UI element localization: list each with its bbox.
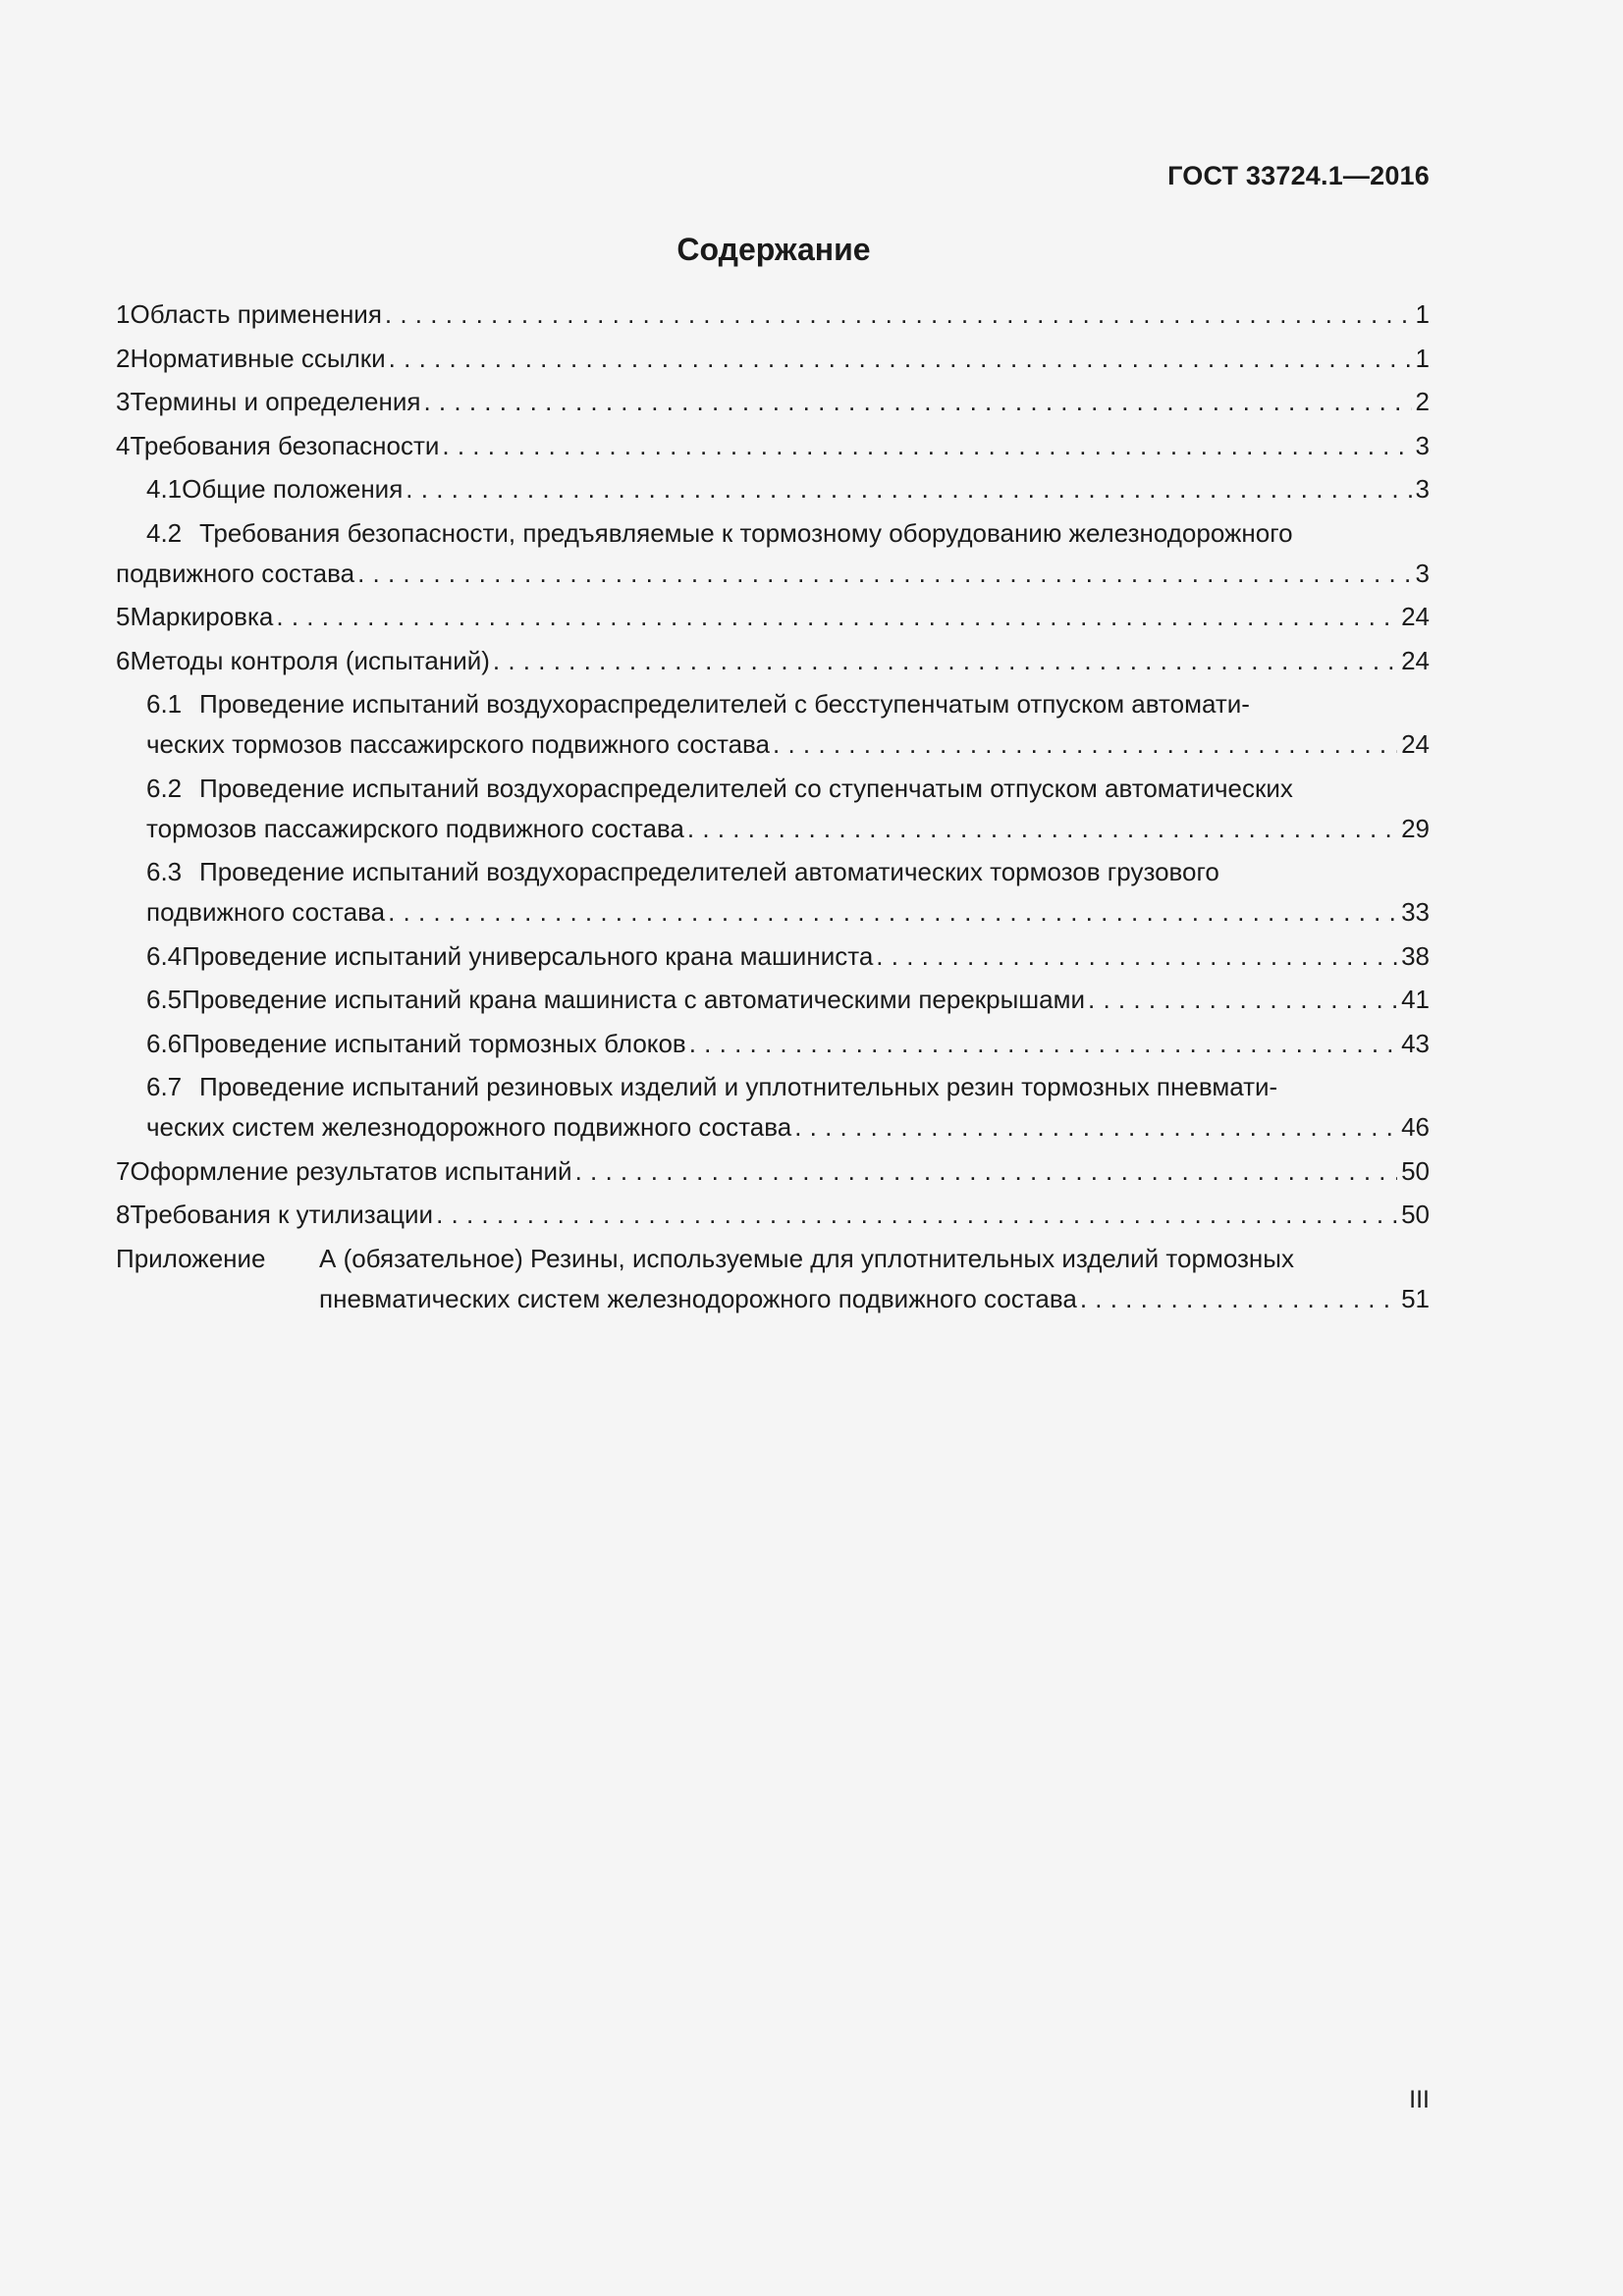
toc-entry-6-1[interactable] [116,684,1430,765]
toc-entry-6-7[interactable] [116,1067,1430,1148]
toc-entry-4[interactable] [116,426,1430,466]
toc-entry-title-line2: подвижного состава [116,558,355,588]
dot-leader [442,426,1411,466]
dot-leader [389,339,1412,379]
dot-leader [385,294,1412,335]
page-number: III [1409,2086,1430,2113]
toc-entry-number: 3 [116,387,131,416]
toc-entry-page: 50 [1401,1200,1430,1229]
toc-entry-number: 4.1 [146,474,183,504]
toc-entry-page: 1 [1415,299,1430,329]
toc-entry-page: 51 [1401,1283,1430,1313]
toc-entry-page: 2 [1415,387,1430,416]
toc-entry-page: 3 [1415,430,1430,460]
toc-entry-title-line2: подвижного состава [146,897,386,927]
toc-entry-title-line1: Проведение испытаний воздухораспределителей с бесступенчатым отпуском автомати- [199,689,1250,719]
toc-entry-title-line2: пневматических систем железнодорожного подвижного состава [319,1283,1077,1313]
toc-entry-6-2[interactable] [116,769,1430,849]
toc-entry-title: Термины и определения [130,387,421,416]
toc-entry-title-line2: ческих тормозов пассажирского подвижного состава [146,729,771,759]
toc-entry-title: Общие положения [182,474,404,504]
toc-entry-page: 24 [1401,729,1430,759]
dot-leader [388,892,1397,933]
toc-entry-title: Область применения [130,299,382,329]
toc-entry-title: Проведение испытаний универсального крана машиниста [182,940,874,971]
dot-leader [575,1151,1398,1192]
toc-entry-6-5[interactable] [116,980,1430,1020]
toc-entry-title: Проведение испытаний крана машиниста с автоматическими перекрышами [182,985,1086,1014]
toc-entry-title-line1: Проведение испытаний воздухораспределителей автоматических тормозов грузового [199,857,1219,886]
toc-entry-page: 3 [1415,474,1430,504]
toc-entry-title: Проведение испытаний тормозных блоков [182,1028,686,1058]
dot-leader [689,1024,1397,1064]
dot-leader [876,936,1397,977]
toc-entry-7[interactable] [116,1151,1430,1192]
toc-entry-number: 6.1 [146,689,183,719]
toc-entry-number: 4.2 [146,517,183,548]
toc-entry-2[interactable] [116,339,1430,379]
toc-entry-title-line1: Проведение испытаний резиновых изделий и уплотнительных резин тормозных пневмати- [199,1072,1278,1101]
toc-entry-title-line1: А (обязательное) Резины, используемые для уплотнительных изделий тормозных [319,1243,1294,1273]
toc-entry-title: Методы контроля (испытаний) [130,645,490,675]
toc-entry-page: 41 [1401,985,1430,1014]
toc-entry-5[interactable] [116,597,1430,637]
toc-entry-number: 6 [116,645,131,675]
toc-entry-page: 24 [1401,645,1430,675]
toc-entry-4-1[interactable] [116,469,1430,509]
toc-entry-3[interactable] [116,382,1430,422]
toc-entry-number: 6.7 [146,1072,183,1101]
toc-entry-page: 24 [1401,602,1430,631]
toc-entry-6-3[interactable] [116,852,1430,933]
dot-leader [423,382,1411,422]
toc-entry-number: 6.5 [146,985,183,1014]
toc-entry-number: 6.4 [146,940,183,971]
toc-entry-1[interactable] [116,294,1430,335]
dot-leader [406,469,1411,509]
toc-entry-number: 4 [116,430,131,460]
toc-entry-number: 7 [116,1155,131,1186]
document-code: ГОСТ 33724.1—2016 [1167,161,1430,190]
toc-entry-page: 38 [1401,940,1430,971]
toc-entry-number: 8 [116,1200,131,1229]
toc-entry-8[interactable] [116,1195,1430,1235]
toc-entry-page: 29 [1401,813,1430,843]
toc-entry-4-2[interactable] [116,513,1430,594]
toc-entry-page: 1 [1415,343,1430,373]
toc-entry-page: 50 [1401,1155,1430,1186]
toc-entry-title: Требования к утилизации [130,1200,434,1229]
dot-leader [794,1107,1397,1148]
toc-entry-title-line2: ческих систем железнодорожного подвижного состава [146,1112,792,1142]
toc-entry-6-4[interactable] [116,936,1430,977]
dot-leader [1080,1279,1397,1319]
toc-entry-title-line1: Проведение испытаний воздухораспределителей со ступенчатым отпуском автоматических [199,773,1293,803]
toc-entry-number: 1 [116,299,131,329]
toc-entry-title: Требования безопасности [130,430,440,460]
appendix-label: Приложение [116,1243,266,1273]
table-of-contents [116,294,1430,1322]
toc-entry-number: 2 [116,343,131,373]
toc-entry-page: 43 [1401,1028,1430,1058]
dot-leader [276,597,1397,637]
toc-entry-number: 5 [116,602,131,631]
toc-entry-title: Маркировка [130,602,274,631]
toc-entry-page: 3 [1415,558,1430,588]
toc-entry-title-line2: тормозов пассажирского подвижного состава [146,813,684,843]
toc-entry-page: 46 [1401,1112,1430,1142]
toc-entry-title: Нормативные ссылки [130,343,386,373]
toc-entry-6-6[interactable] [116,1024,1430,1064]
toc-entry-appendix-a[interactable] [116,1239,1430,1319]
toc-title: Содержание [676,232,871,267]
dot-leader [436,1195,1397,1235]
dot-leader [773,724,1397,765]
toc-entry-number: 6.3 [146,857,183,886]
dot-leader [1088,980,1397,1020]
toc-entry-number: 6.2 [146,773,183,803]
dot-leader [357,554,1411,594]
toc-entry-title: Оформление результатов испытаний [130,1155,572,1186]
toc-entry-title-line1: Требования безопасности, предъявляемые к тормозному оборудованию железнодорожного [199,517,1293,548]
toc-entry-number: 6.6 [146,1028,183,1058]
dot-leader [687,809,1397,849]
dot-leader [493,641,1397,681]
toc-entry-page: 33 [1401,897,1430,927]
toc-entry-6[interactable] [116,641,1430,681]
